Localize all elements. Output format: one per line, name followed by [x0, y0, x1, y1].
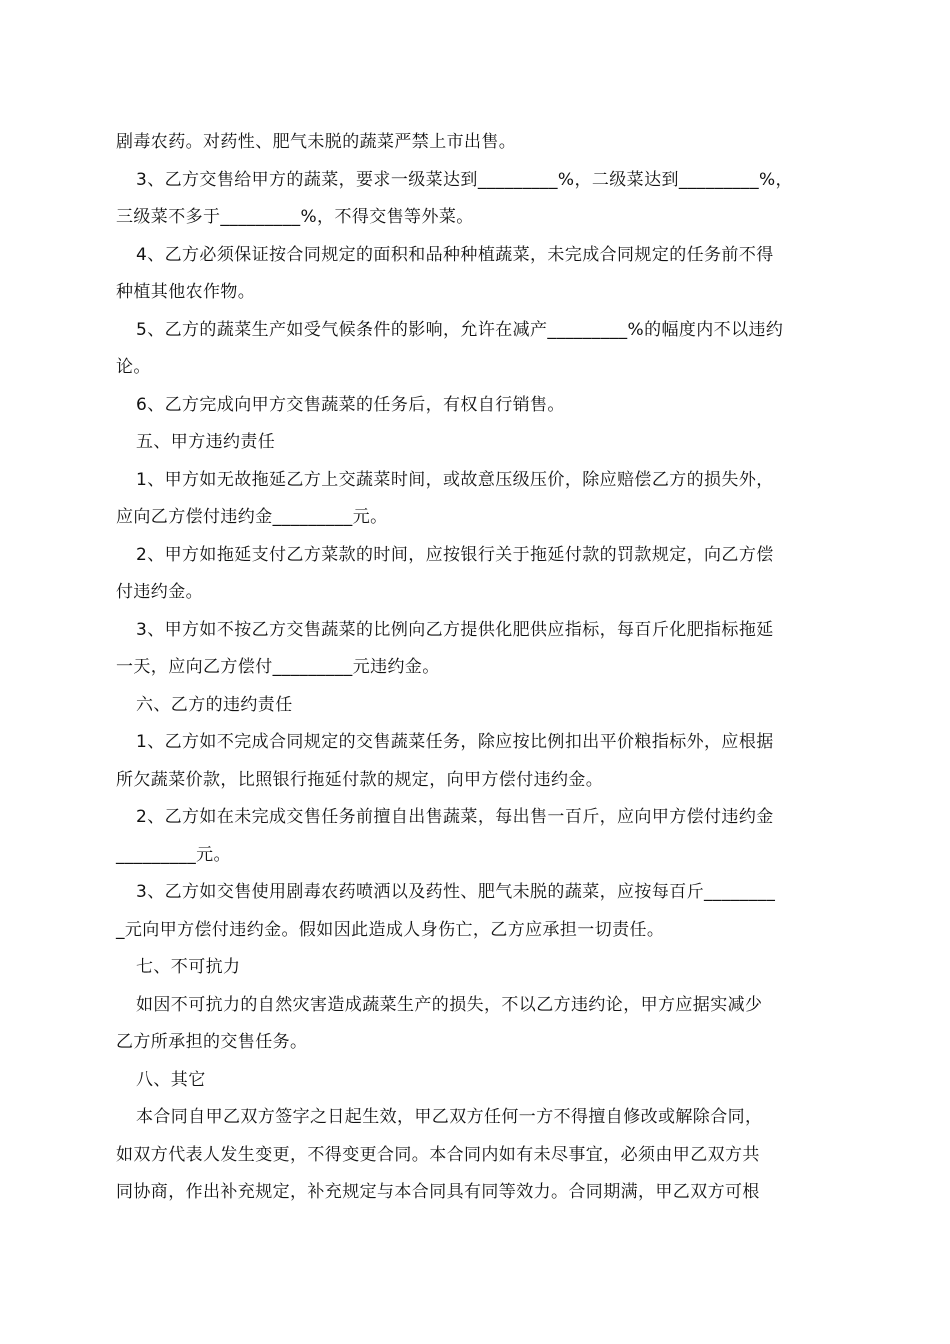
document-line: 同协商，作出补充规定，补充规定与本合同具有同等效力。合同期满，甲乙双方可根	[116, 1182, 760, 1202]
document-line: _________元。	[116, 844, 231, 865]
document-line: 付违约金。	[116, 582, 203, 602]
document-line: 6、乙方完成向甲方交售蔬菜的任务后，有权自行销售。	[136, 394, 565, 415]
document-line: 2、乙方如在未完成交售任务前擅自出售蔬菜，每出售一百斤，应向甲方偿付违约金	[136, 807, 774, 827]
document-line: 六、乙方的违约责任	[136, 694, 293, 715]
document-line: 3、甲方如不按乙方交售蔬菜的比例向乙方提供化肥供应指标，每百斤化肥指标拖延	[136, 619, 774, 640]
document-line: 种植其他农作物。	[116, 282, 256, 302]
contract-text-body	[116, 124, 840, 1212]
document-line: 1、乙方如不完成合同规定的交售蔬菜任务，除应按比例扣出平价粮指标外，应根据	[136, 732, 774, 752]
document-line: 5、乙方的蔬菜生产如受气候条件的影响，允许在减产_________%的幅度内不以违约	[136, 319, 784, 340]
document-line: 论。	[116, 357, 151, 377]
document-line: 七、不可抗力	[136, 957, 241, 977]
document-line: 1、甲方如无故拖延乙方上交蔬菜时间，或故意压级压价，除应赔偿乙方的损失外，	[136, 469, 774, 490]
document-line: 3、乙方如交售使用剧毒农药喷洒以及药性、肥气未脱的蔬菜，应按每百斤________	[136, 882, 776, 902]
document-line: _元向甲方偿付违约金。假如因此造成人身伤亡，乙方应承担一切责任。	[116, 919, 665, 940]
document-line: 乙方所承担的交售任务。	[116, 1032, 308, 1052]
document-line: 剧毒农药。对药性、肥气未脱的蔬菜严禁上市出售。	[116, 132, 517, 152]
document-line: 如因不可抗力的自然灾害造成蔬菜生产的损失，不以乙方违约论，甲方应据实减少	[136, 994, 763, 1015]
document-line: 应向乙方偿付违约金_________元。	[116, 507, 388, 527]
document-line: 3、乙方交售给甲方的蔬菜，要求一级菜达到_________%，二级菜达到_________%，	[136, 169, 793, 190]
document-line: 本合同自甲乙双方签字之日起生效，甲乙双方任何一方不得擅自修改或解除合同，	[136, 1107, 763, 1127]
document-line: 如双方代表人发生变更，不得变更合同。本合同内如有未尽事宜，必须由甲乙双方共	[116, 1144, 760, 1165]
document-line: 五、甲方违约责任	[136, 432, 276, 452]
document-line: 4、乙方必须保证按合同规定的面积和品种种植蔬菜，未完成合同规定的任务前不得	[136, 244, 774, 265]
document-line: 三级菜不多于_________%，不得交售等外菜。	[116, 207, 474, 227]
document-line: 2、甲方如拖延支付乙方菜款的时间，应按银行关于拖延付款的罚款规定，向乙方偿	[136, 544, 774, 565]
document-line: 所欠蔬菜价款，比照银行拖延付款的规定，向甲方偿付违约金。	[116, 769, 604, 790]
document-line: 八、其它	[136, 1069, 206, 1090]
document-line: 一天，应向乙方偿付_________元违约金。	[116, 657, 440, 677]
